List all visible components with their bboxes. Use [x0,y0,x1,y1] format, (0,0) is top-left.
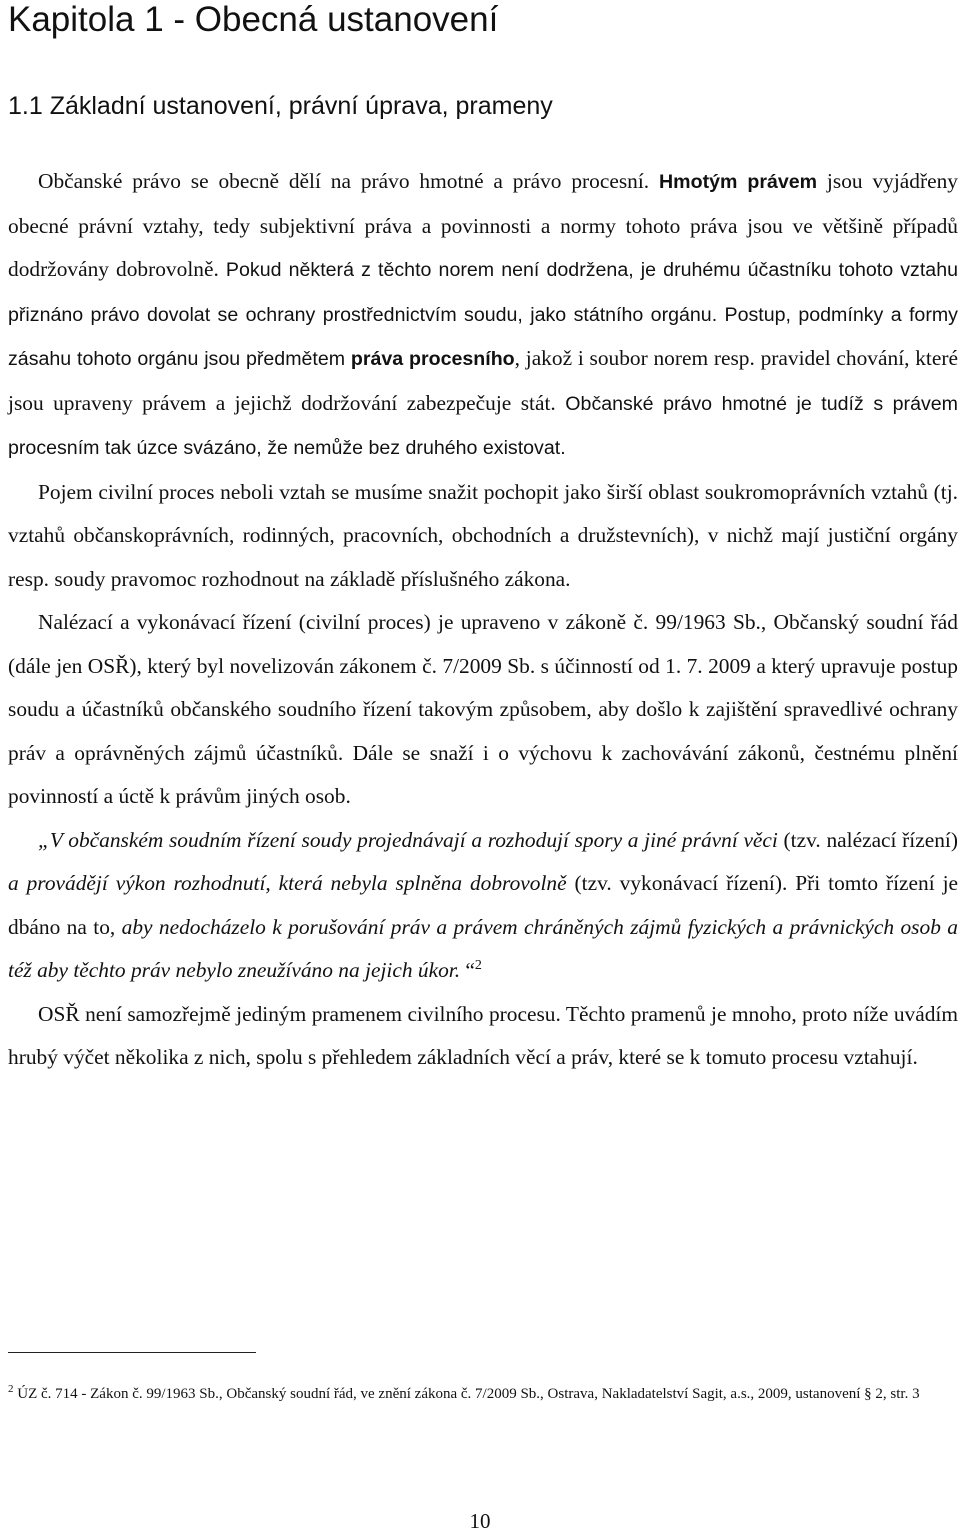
footnote-text: ÚZ č. 714 - Zákon č. 99/1963 Sb., Občanský soudní řád, ve znění zákona č. 7/2009 Sb., Ostrava, Nakladatelství Sagit, a.s., 2009, ustanovení § 2, str. 3 [13,1386,920,1402]
page-number: 10 [469,1509,491,1533]
p1-text-5: , jakož i soubor norem resp. pravidel chování, které jsou upraveny právem a jejichž dodržování zabezpečuje stát. [8,346,958,415]
paragraph-2: Pojem civilní proces neboli vztah se musíme snažit pochopit jako širší oblast soukromoprávních vztahů (tj. vztahů občanskoprávních, rodinných, pracovních, obchodních a družstevních), v nichž mají justiční orgány resp. soudy pravomoc rozhodnout na základě příslušného zákona. [8,479,958,591]
p1-bold-procesni: práva procesního [350,348,515,370]
footnote-divider [8,1352,256,1353]
chapter-title: Kapitola 1 - Obecná ustanovení [8,0,499,39]
p4-italic-3: aby nedocházelo k porušování práv a právem chráněných zájmů fyzických a právnických osob a též aby těchto práv nebylo zneužíváno na jejich úkor. [8,914,958,982]
p4-italic-2: a provádějí výkon rozhodnutí, která nebyla splněna dobrovolně [8,871,567,895]
p1-text-6: Občanské právo hmotné je tudíž s právem procesním tak úzce svázáno, že nemůže bez druhého existovat. [8,392,958,459]
footnote-mark: 2 [8,1383,14,1395]
paragraph-1 [8,160,958,471]
p4-text-3: “ [460,958,475,982]
footnote [8,1377,958,1411]
body-text [8,160,958,1080]
p1-text-4: Postup, podmínky a formy zásahu tohoto orgánu jsou předmětem [8,303,958,370]
p4-text-1: (tzv. nalézací řízení) [777,827,958,852]
p1-bold-hmotne: Hmotým právem [659,171,818,193]
p1-text-1: Občanské právo se obecně dělí na právo hmotné a právo procesní. [38,169,660,193]
paragraph-3: Nalézací a vykonávací řízení (civilní proces) je upraveno v zákoně č. 99/1963 Sb., Občanský soudní řád (dále jen OSŘ), který byl novelizován zákonem č. 7/2009 Sb. s účinností od 1. 7. 2009 a který upravuje postup soudu a účastníků občanského soudního řízení takovým způsobem, aby došlo k zajištění spravedlivé ochrany práv a oprávněných zájmů účastníků. Dále se snaží i o výchovu k zachovávání zákonů, čestnému plnění povinností a úctě k právům jiných osob. [8,610,958,808]
p4-text-2: (tzv. vykonávací řízení). Při tomto řízení je dbáno na to, [8,871,959,939]
p1-text-2: jsou vyjádřeny obecné právní vztahy, tedy subjektivní práva a povinnosti a normy tohoto práva jsou ve většině případů dodržovány dobrovolně. [8,169,958,281]
p1-text-3: Pokud některá z těchto norem není dodržena, je druhému účastníku tohoto vztahu přiznáno právo dovolat se ochrany prostřednictvím soudu, jako státního orgánu. [8,259,958,326]
footnote-reference[interactable]: 2 [474,957,482,973]
section-title: 1.1 Základní ustanovení, právní úprava, prameny [8,92,553,120]
paragraph-4 [8,819,958,993]
paragraph-5: OSŘ není samozřejmě jediným pramenem civilního procesu. Těchto pramenů je mnoho, proto níže uvádím hrubý výčet několika z nich, spolu s přehledem základních věcí a práv, které se k tomuto procesu vztahují. [8,1001,958,1069]
p4-italic-1: „V občanském soudním řízení soudy projednávají a rozhodují spory a jiné právní věci [38,827,778,852]
